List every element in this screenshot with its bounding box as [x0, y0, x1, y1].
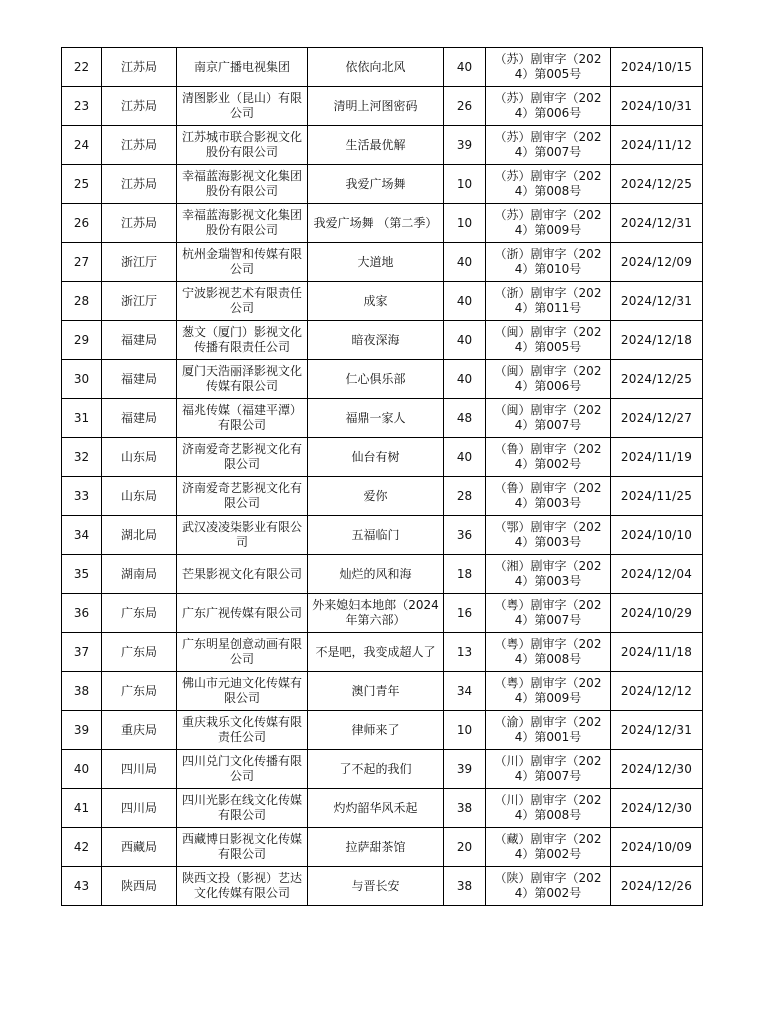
table-row — [62, 48, 703, 87]
episodes-cell: 28 — [444, 477, 486, 516]
permit-number-cell: （川）剧审字（2024）第007号 — [486, 750, 611, 789]
company-cell: 葱文（厦门）影视文化传播有限责任公司 — [177, 321, 308, 360]
drama-title-cell: 生活最优解 — [308, 126, 444, 165]
bureau-cell: 广东局 — [102, 594, 177, 633]
bureau-cell: 广东局 — [102, 633, 177, 672]
episodes-cell: 16 — [444, 594, 486, 633]
company-cell: 福兆传媒（福建平潭）有限公司 — [177, 399, 308, 438]
permit-number-cell: （粤）剧审字（2024）第007号 — [486, 594, 611, 633]
drama-title-cell: 拉萨甜茶馆 — [308, 828, 444, 867]
company-cell: 重庆栽乐文化传媒有限责任公司 — [177, 711, 308, 750]
drama-title-cell: 依依向北风 — [308, 48, 444, 87]
company-cell: 广东广视传媒有限公司 — [177, 594, 308, 633]
issue-date-cell: 2024/12/09 — [611, 243, 703, 282]
row-number: 42 — [62, 828, 102, 867]
drama-title-cell: 仁心俱乐部 — [308, 360, 444, 399]
issue-date-cell: 2024/12/18 — [611, 321, 703, 360]
permit-number-cell: （闽）剧审字（2024）第006号 — [486, 360, 611, 399]
bureau-cell: 四川局 — [102, 750, 177, 789]
permit-number-cell: （鲁）剧审字（2024）第003号 — [486, 477, 611, 516]
table-row — [62, 789, 703, 828]
row-number: 28 — [62, 282, 102, 321]
permit-number-cell: （浙）剧审字（2024）第011号 — [486, 282, 611, 321]
table-row — [62, 126, 703, 165]
row-number: 38 — [62, 672, 102, 711]
company-cell: 杭州金瑞智和传媒有限公司 — [177, 243, 308, 282]
table-row — [62, 555, 703, 594]
row-number: 25 — [62, 165, 102, 204]
table-row — [62, 750, 703, 789]
company-cell: 南京广播电视集团 — [177, 48, 308, 87]
row-number: 41 — [62, 789, 102, 828]
table-row — [62, 321, 703, 360]
episodes-cell: 10 — [444, 711, 486, 750]
episodes-cell: 13 — [444, 633, 486, 672]
approval-table-body — [62, 48, 703, 906]
table-row — [62, 282, 703, 321]
table-row — [62, 828, 703, 867]
row-number: 33 — [62, 477, 102, 516]
bureau-cell: 福建局 — [102, 360, 177, 399]
company-cell: 四川兑门文化传播有限公司 — [177, 750, 308, 789]
row-number: 23 — [62, 87, 102, 126]
issue-date-cell: 2024/12/26 — [611, 867, 703, 906]
issue-date-cell: 2024/12/25 — [611, 165, 703, 204]
episodes-cell: 40 — [444, 282, 486, 321]
issue-date-cell: 2024/11/12 — [611, 126, 703, 165]
permit-number-cell: （鄂）剧审字（2024）第003号 — [486, 516, 611, 555]
bureau-cell: 湖北局 — [102, 516, 177, 555]
company-cell: 济南爱奇艺影视文化有限公司 — [177, 438, 308, 477]
episodes-cell: 48 — [444, 399, 486, 438]
issue-date-cell: 2024/10/31 — [611, 87, 703, 126]
bureau-cell: 福建局 — [102, 321, 177, 360]
company-cell: 济南爱奇艺影视文化有限公司 — [177, 477, 308, 516]
permit-number-cell: （陕）剧审字（2024）第002号 — [486, 867, 611, 906]
row-number: 26 — [62, 204, 102, 243]
permit-number-cell: （苏）剧审字（2024）第007号 — [486, 126, 611, 165]
row-number: 36 — [62, 594, 102, 633]
episodes-cell: 40 — [444, 360, 486, 399]
issue-date-cell: 2024/12/27 — [611, 399, 703, 438]
drama-title-cell: 澳门青年 — [308, 672, 444, 711]
episodes-cell: 10 — [444, 204, 486, 243]
drama-title-cell: 了不起的我们 — [308, 750, 444, 789]
company-cell: 四川光影在线文化传媒有限公司 — [177, 789, 308, 828]
bureau-cell: 陕西局 — [102, 867, 177, 906]
bureau-cell: 四川局 — [102, 789, 177, 828]
company-cell: 清图影业（昆山）有限公司 — [177, 87, 308, 126]
company-cell: 西藏博日影视文化传媒有限公司 — [177, 828, 308, 867]
permit-number-cell: （闽）剧审字（2024）第005号 — [486, 321, 611, 360]
row-number: 35 — [62, 555, 102, 594]
row-number: 43 — [62, 867, 102, 906]
company-cell: 武汉凌凌柒影业有限公司 — [177, 516, 308, 555]
bureau-cell: 山东局 — [102, 477, 177, 516]
issue-date-cell: 2024/12/30 — [611, 789, 703, 828]
issue-date-cell: 2024/12/12 — [611, 672, 703, 711]
episodes-cell: 39 — [444, 750, 486, 789]
row-number: 37 — [62, 633, 102, 672]
table-row — [62, 204, 703, 243]
episodes-cell: 26 — [444, 87, 486, 126]
episodes-cell: 20 — [444, 828, 486, 867]
episodes-cell: 38 — [444, 789, 486, 828]
table-row — [62, 633, 703, 672]
bureau-cell: 浙江厅 — [102, 243, 177, 282]
drama-title-cell: 律师来了 — [308, 711, 444, 750]
row-number: 27 — [62, 243, 102, 282]
table-row — [62, 594, 703, 633]
bureau-cell: 湖南局 — [102, 555, 177, 594]
issue-date-cell: 2024/12/31 — [611, 204, 703, 243]
bureau-cell: 江苏局 — [102, 204, 177, 243]
drama-title-cell: 大道地 — [308, 243, 444, 282]
permit-number-cell: （渝）剧审字（2024）第001号 — [486, 711, 611, 750]
issue-date-cell: 2024/11/18 — [611, 633, 703, 672]
issue-date-cell: 2024/12/31 — [611, 711, 703, 750]
drama-title-cell: 五福临门 — [308, 516, 444, 555]
drama-title-cell: 成家 — [308, 282, 444, 321]
permit-number-cell: （湘）剧审字（2024）第003号 — [486, 555, 611, 594]
drama-title-cell: 清明上河图密码 — [308, 87, 444, 126]
issue-date-cell: 2024/10/10 — [611, 516, 703, 555]
company-cell: 广东明星创意动画有限公司 — [177, 633, 308, 672]
company-cell: 幸福蓝海影视文化集团股份有限公司 — [177, 165, 308, 204]
table-row — [62, 672, 703, 711]
approval-table — [61, 47, 703, 906]
issue-date-cell: 2024/11/25 — [611, 477, 703, 516]
episodes-cell: 40 — [444, 48, 486, 87]
episodes-cell: 40 — [444, 321, 486, 360]
episodes-cell: 36 — [444, 516, 486, 555]
permit-number-cell: （苏）剧审字（2024）第006号 — [486, 87, 611, 126]
episodes-cell: 10 — [444, 165, 486, 204]
issue-date-cell: 2024/10/29 — [611, 594, 703, 633]
bureau-cell: 西藏局 — [102, 828, 177, 867]
permit-number-cell: （苏）剧审字（2024）第009号 — [486, 204, 611, 243]
permit-number-cell: （闽）剧审字（2024）第007号 — [486, 399, 611, 438]
company-cell: 江苏城市联合影视文化股份有限公司 — [177, 126, 308, 165]
table-row — [62, 438, 703, 477]
permit-number-cell: （苏）剧审字（2024）第008号 — [486, 165, 611, 204]
permit-number-cell: （川）剧审字（2024）第008号 — [486, 789, 611, 828]
row-number: 30 — [62, 360, 102, 399]
company-cell: 厦门天浩丽泽影视文化传媒有限公司 — [177, 360, 308, 399]
row-number: 22 — [62, 48, 102, 87]
company-cell: 芒果影视文化有限公司 — [177, 555, 308, 594]
table-row — [62, 477, 703, 516]
table-row — [62, 516, 703, 555]
drama-title-cell: 我爱广场舞 — [308, 165, 444, 204]
issue-date-cell: 2024/11/19 — [611, 438, 703, 477]
permit-number-cell: （鲁）剧审字（2024）第002号 — [486, 438, 611, 477]
bureau-cell: 重庆局 — [102, 711, 177, 750]
drama-title-cell: 灼灼韶华风禾起 — [308, 789, 444, 828]
issue-date-cell: 2024/12/30 — [611, 750, 703, 789]
bureau-cell: 山东局 — [102, 438, 177, 477]
issue-date-cell: 2024/10/09 — [611, 828, 703, 867]
drama-title-cell: 仙台有树 — [308, 438, 444, 477]
drama-title-cell: 我爱广场舞 （第二季） — [308, 204, 444, 243]
table-row — [62, 165, 703, 204]
permit-number-cell: （粤）剧审字（2024）第008号 — [486, 633, 611, 672]
table-row — [62, 711, 703, 750]
episodes-cell: 34 — [444, 672, 486, 711]
row-number: 32 — [62, 438, 102, 477]
company-cell: 佛山市元迪文化传媒有限公司 — [177, 672, 308, 711]
drama-title-cell: 灿烂的风和海 — [308, 555, 444, 594]
bureau-cell: 江苏局 — [102, 87, 177, 126]
drama-title-cell: 暗夜深海 — [308, 321, 444, 360]
drama-title-cell: 爱你 — [308, 477, 444, 516]
row-number: 31 — [62, 399, 102, 438]
drama-title-cell: 外来媳妇本地郎（2024年第六部） — [308, 594, 444, 633]
table-row — [62, 360, 703, 399]
row-number: 34 — [62, 516, 102, 555]
drama-title-cell: 不是吧，我变成超人了 — [308, 633, 444, 672]
issue-date-cell: 2024/12/04 — [611, 555, 703, 594]
drama-title-cell: 福鼎一家人 — [308, 399, 444, 438]
row-number: 29 — [62, 321, 102, 360]
table-row — [62, 399, 703, 438]
permit-number-cell: （藏）剧审字（2024）第002号 — [486, 828, 611, 867]
episodes-cell: 38 — [444, 867, 486, 906]
permit-number-cell: （苏）剧审字（2024）第005号 — [486, 48, 611, 87]
company-cell: 宁波影视艺术有限责任公司 — [177, 282, 308, 321]
bureau-cell: 福建局 — [102, 399, 177, 438]
permit-number-cell: （浙）剧审字（2024）第010号 — [486, 243, 611, 282]
table-row — [62, 867, 703, 906]
episodes-cell: 40 — [444, 438, 486, 477]
company-cell: 陕西文投（影视）艺达文化传媒有限公司 — [177, 867, 308, 906]
row-number: 24 — [62, 126, 102, 165]
company-cell: 幸福蓝海影视文化集团股份有限公司 — [177, 204, 308, 243]
issue-date-cell: 2024/10/15 — [611, 48, 703, 87]
bureau-cell: 江苏局 — [102, 48, 177, 87]
bureau-cell: 江苏局 — [102, 126, 177, 165]
row-number: 39 — [62, 711, 102, 750]
row-number: 40 — [62, 750, 102, 789]
issue-date-cell: 2024/12/31 — [611, 282, 703, 321]
table-row — [62, 87, 703, 126]
bureau-cell: 广东局 — [102, 672, 177, 711]
table-row — [62, 243, 703, 282]
bureau-cell: 浙江厅 — [102, 282, 177, 321]
permit-number-cell: （粤）剧审字（2024）第009号 — [486, 672, 611, 711]
episodes-cell: 40 — [444, 243, 486, 282]
issue-date-cell: 2024/12/25 — [611, 360, 703, 399]
episodes-cell: 18 — [444, 555, 486, 594]
bureau-cell: 江苏局 — [102, 165, 177, 204]
drama-title-cell: 与晋长安 — [308, 867, 444, 906]
episodes-cell: 39 — [444, 126, 486, 165]
